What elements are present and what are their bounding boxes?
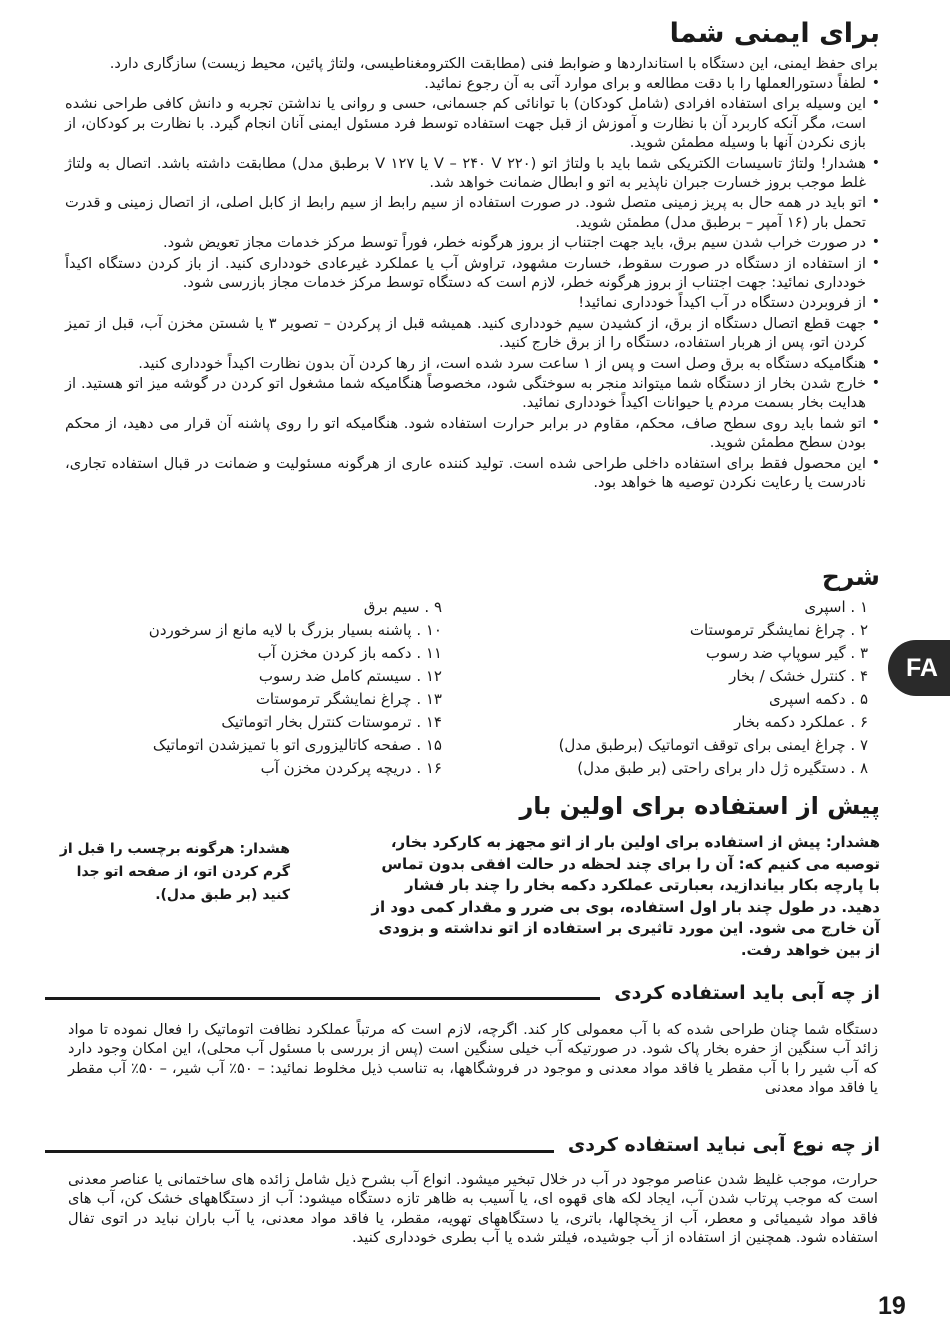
water-avoid-text: حرارت، موجب غلیظ شدن عناصر موجود در آب در خلال تبخیر میشود. انواع آب بشرح ذیل شامل زائده های ساختمانی یا عناصر معدنی است که موجب پرتاب شدن آب، ایجاد لکه های قهوه ای، یا آسیب به ظاهر تازه دستگاه میشود: آب از دستگاههای خشک کن، آب های فاقد مواد شیمیائی و معطر، آب از یخچالها، باتری، یا دستگاههای تهویه، مقطر، یا فاقد مواد معدنی، یا آب باران نباید در اتوی تفال استفاده شود. همچنین از استفاده از آب جوشیده، فیلتر شده یا آب بطری خودداری کنید.	[68, 1171, 878, 1247]
label-warning: هشدار: هرگونه برچسب را قبل از گرم کردن اتو، از صفحه اتو جدا کنید (بر طبق مدل).	[59, 841, 290, 903]
language-tab: FA	[888, 640, 950, 696]
safety-item: • این وسیله برای استفاده افرادی (شامل کودکان) با توانائی کم جسمانی، حسی و روانی یا نداشتن تجربه و دانش کافی طراحی نشده است، مگر آنکه کاربرد آن با نظارت و آموزش از قبل جهت استفاده توسط فرد مسئول ایمنی آنان انجام گیرد. با نظارت بر کودکان، از بازی نکردن آنها با وسیله مطمئن شوید.	[65, 94, 880, 152]
safety-item: • لطفاً دستورالعملها را با دقت مطالعه و برای موارد آتی به آن رجوع نمائید.	[65, 74, 880, 93]
part-item: ۸ . دستگیره ژل دار برای راحتی (بر طبق مدل)	[577, 759, 868, 777]
parts-list-right	[559, 596, 868, 780]
water-use-text: دستگاه شما چنان طراحی شده که با آب معمولی کار کند. اگرچه، لازم است که مرتباً عملکرد نظافت اتوماتیک را فعال نموده تا مواد زائد آب سنگین از حفره بخار پاک شود. در صورتیکه آب خیلی سنگین است (پس از بررسی با مسئول آب محلی)، این امکان وجود دارد که آب شیر را با آب مقطر یا فاقد مواد معدنی و موجود در فروشگاهها، به تناسب ذیل مخلوط نمائید: – ۵۰٪ آب شیر، – ۵۰٪ آب مقطر یا فاقد مواد معدنی	[68, 1021, 878, 1097]
safety-item: • جهت قطع اتصال دستگاه از برق، از کشیدن سیم خودداری کنید. همیشه قبل از پرکردن – تصویر ۳ یا شستن مخزن آب، قبل از تمیز کردن اتو، پس از هربار استفاده، دستگاه را از برق خارج کنید.	[65, 314, 880, 353]
parts-list-left	[149, 596, 442, 780]
safety-item: • هنگامیکه دستگاه به برق وصل است و پس از ۱ ساعت سرد شده است، از رها کردن آن بدون نظارت اکیداً خودداری کنید.	[65, 354, 880, 373]
safety-item: • این محصول فقط برای استفاده داخلی طراحی شده است. تولید کننده عاری از هرگونه مسئولیت و ضمانت در قبال استفاده تجاری، نادرست یا رعایت نکردن توصیه ها خواهد بود.	[65, 454, 880, 493]
first-use-warning: هشدار: پیش از استفاده برای اولین بار از اتو مجهز به کارکرد بخار، توصیه می کنیم که: آن را برای چند لحظه در حالت افقی بدون تماس با پارچه بکار بیاندازید، بعبارتی عملکرد دکمه بخار را چند بار فشار دهید. در طول چند بار اول استفاده، بوی بی ضرر و مقدار کمی دود از آن خارج می شود. این مورد تاثیری بر استفاده از اتو نداشته و بزودی از بین خواهد رفت.	[371, 833, 880, 959]
description-title: شرح	[821, 562, 880, 591]
part-item: ۱۵ . صفحه کاتالیزوری اتو با تمیزشدن اتوماتیک	[152, 736, 442, 754]
safety-item: • از استفاده از دستگاه در صورت سقوط، خسارت مشهود، تراوش آب یا عملکرد غیرعادی خودداری کنید. از باز کردن دستگاه اکیداً خودداری نمائید: جهت اجتناب از بروز هرگونه خطر، لازم است که دستگاه توسط مرکز خدمات مجاز بازرسی شود.	[65, 254, 880, 293]
part-item: ۱۳ . چراغ نمایشگر ترموستات	[255, 690, 442, 708]
part-item: ۱۰ . پاشنه بسیار بزرگ با لایه مانع از سرخوردن	[148, 621, 442, 639]
water-avoid-heading	[45, 1134, 880, 1164]
part-item: ۱۴ . ترموستات کنترل بخار اتوماتیک	[221, 713, 442, 731]
page-number: 19	[878, 1292, 906, 1320]
safety-item: • از فروبردن دستگاه در آب اکیداً خودداری نمائید!	[65, 293, 880, 312]
part-item: ۱ . اسپری	[804, 598, 868, 616]
water-use-title: از چه آبی باید استفاده کردی	[600, 982, 880, 1004]
safety-intro: برای حفظ ایمنی، این دستگاه با استانداردها و ضوابط فنی (مطابقت الکترومغناطیسی، ولتاژ پائین، محیط زیست) سازگاری دارد.	[109, 55, 878, 72]
part-item: ۵ . دکمه اسپری	[769, 690, 868, 708]
safety-title: برای ایمنی شما	[669, 18, 880, 49]
safety-item: • اتو شما باید روی سطح صاف، محکم، مقاوم در برابر حرارت استفاده شود. هنگامیکه اتو را روی پاشنه آن قرار می دهید، از محکم بودن سطح مطمئن شوید.	[65, 414, 880, 453]
part-item: ۶ . عملکرد دکمه بخار	[734, 713, 868, 731]
safety-list	[65, 74, 880, 493]
part-item: ۲ . چراغ نمایشگر ترموستات	[689, 621, 868, 639]
part-item: ۷ . چراغ ایمنی برای توقف اتوماتیک (برطبق مدل)	[558, 736, 868, 754]
safety-item: • هشدار! ولتاژ تاسیسات الکتریکی شما باید با ولتاژ اتو (۲۲۰ V – ۲۴۰ V یا ۱۲۷ V برطبق مدل) مطابقت داشته باشد. اتصال به ولتاژ غلط موجب بروز خسارت جبران ناپذیر به اتو و ابطال ضمانت خواهد شد.	[65, 154, 880, 193]
safety-item: • اتو باید در همه حال به پریز زمینی متصل شود. در صورت استفاده از سیم رابط از سیم رابط از کابل اصلی، از اتصال زمینی و قدرت تحمل بار (۱۶ آمپر – برطبق مدل) مطمئن شوید.	[65, 193, 880, 232]
part-item: ۱۲ . سیستم کامل ضد رسوب	[258, 667, 442, 685]
water-avoid-title: از چه نوع آبی نباید استفاده کردی	[554, 1134, 880, 1156]
first-use-title: پیش از استفاده برای اولین بار	[519, 792, 880, 820]
water-use-heading	[45, 982, 880, 1012]
part-item: ۳ . گیر سوپاپ ضد رسوب	[705, 644, 868, 662]
safety-item: • در صورت خراب شدن سیم برق، باید جهت اجتناب از بروز هرگونه خطر، فوراً توسط مرکز خدمات مجاز تعویض شود.	[65, 233, 880, 252]
part-item: ۴ . کنترل خشک / بخار	[729, 667, 868, 685]
part-item: ۹ . سیم برق	[363, 598, 442, 616]
part-item: ۱۶ . دریچه پرکردن مخزن آب	[260, 759, 442, 777]
part-item: ۱۱ . دکمه باز کردن مخزن آب	[257, 644, 442, 662]
safety-item: • خارج شدن بخار از دستگاه شما میتواند منجر به سوختگی شود، مخصوصاً هنگامیکه شما مشغول اتو کردن در گوشه میز اتو هستید. از هدایت بخار بسمت مردم یا حیوانات اکیداً خودداری نمائید.	[65, 374, 880, 413]
